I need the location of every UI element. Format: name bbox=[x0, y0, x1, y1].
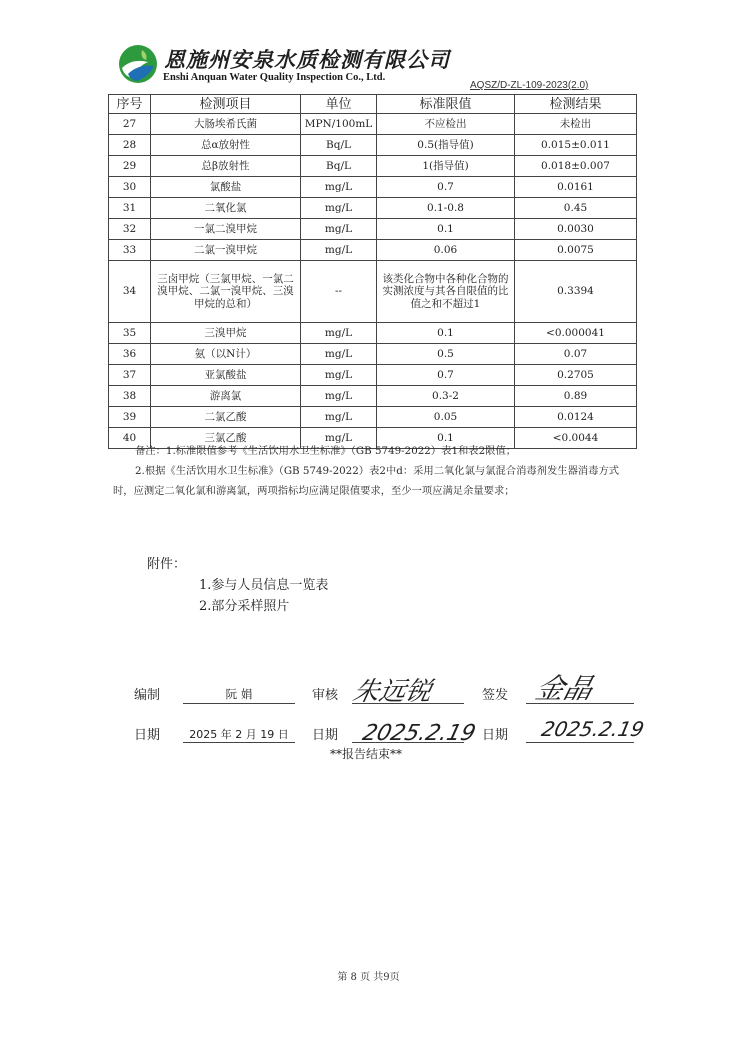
cell-result: 0.0075 bbox=[515, 240, 637, 261]
header-limit: 标准限值 bbox=[377, 95, 515, 114]
cell-item: 二氯一溴甲烷 bbox=[151, 240, 301, 261]
cell-result: 0.0161 bbox=[515, 177, 637, 198]
cell-item: 三氯乙酸 bbox=[151, 428, 301, 449]
table-row bbox=[109, 219, 637, 240]
cell-item: 游离氯 bbox=[151, 386, 301, 407]
cell-limit: 0.06 bbox=[377, 240, 515, 261]
cell-result: <0.000041 bbox=[515, 323, 637, 344]
cell-item: 氨（以N计） bbox=[151, 344, 301, 365]
cell-unit: mg/L bbox=[301, 407, 377, 428]
note-2: 2.根据《生活饮用水卫生标准》（GB 5749-2022）表2中d：采用二氧化氯与氯混合消毒剂发生器消毒方式时，应测定二氧化氯和游离氯，两项指标均应满足限值要求，至少一项应满足余量要求； bbox=[113, 465, 620, 497]
cell-item: 大肠埃希氏菌 bbox=[151, 114, 301, 135]
table-row bbox=[109, 323, 637, 344]
cell-limit: 0.5 bbox=[377, 344, 515, 365]
cell-no: 37 bbox=[109, 365, 151, 386]
cell-no: 36 bbox=[109, 344, 151, 365]
cell-item: 三溴甲烷 bbox=[151, 323, 301, 344]
cell-no: 35 bbox=[109, 323, 151, 344]
table-row bbox=[109, 177, 637, 198]
cell-result: 未检出 bbox=[515, 114, 637, 135]
editor-name: 阮 娟 bbox=[225, 687, 253, 701]
cell-unit: mg/L bbox=[301, 198, 377, 219]
attachments-title: 附件： bbox=[147, 557, 187, 572]
table-row bbox=[109, 198, 637, 219]
company-logo-icon bbox=[118, 44, 158, 84]
table-row bbox=[109, 114, 637, 135]
cell-no: 31 bbox=[109, 198, 151, 219]
cell-no: 34 bbox=[109, 261, 151, 323]
page-number: 第 8 页 共9页 bbox=[337, 972, 400, 983]
cell-result: 0.2705 bbox=[515, 365, 637, 386]
cell-result: 0.0124 bbox=[515, 407, 637, 428]
cell-item: 总α放射性 bbox=[151, 135, 301, 156]
cell-result: 0.015±0.011 bbox=[515, 135, 637, 156]
table-row bbox=[109, 240, 637, 261]
cell-no: 40 bbox=[109, 428, 151, 449]
cell-no: 29 bbox=[109, 156, 151, 177]
table-header-row bbox=[109, 95, 637, 114]
table-row bbox=[109, 156, 637, 177]
approver-label: 签发 bbox=[482, 688, 509, 703]
date-label-reviewer: 日期 bbox=[312, 728, 339, 743]
cell-item: 氯酸盐 bbox=[151, 177, 301, 198]
cell-item: 二氯乙酸 bbox=[151, 407, 301, 428]
svg-text:2025.2.19: 2025.2.19 bbox=[539, 717, 647, 741]
table-row bbox=[109, 135, 637, 156]
table-row bbox=[109, 407, 637, 428]
table-row bbox=[109, 365, 637, 386]
approver-date-handwritten bbox=[539, 710, 647, 744]
approver-line bbox=[526, 703, 634, 704]
cell-limit: 1(指导值) bbox=[377, 156, 515, 177]
header-no: 序号 bbox=[109, 95, 151, 114]
cell-limit: 0.1 bbox=[377, 428, 515, 449]
cell-unit: Bq/L bbox=[301, 156, 377, 177]
table-row bbox=[109, 386, 637, 407]
cell-result: 0.89 bbox=[515, 386, 637, 407]
table-row bbox=[109, 344, 637, 365]
cell-limit: 0.3-2 bbox=[377, 386, 515, 407]
table-row bbox=[109, 261, 637, 323]
cell-no: 27 bbox=[109, 114, 151, 135]
svg-text:朱远锐: 朱远锐 bbox=[350, 677, 435, 707]
date-label-editor: 日期 bbox=[134, 728, 161, 743]
cell-item: 总β放射性 bbox=[151, 156, 301, 177]
header-item: 检测项目 bbox=[151, 95, 301, 114]
document-code: AQSZ/D-ZL-109-2023(2.0) bbox=[470, 80, 589, 91]
cell-result: 0.0030 bbox=[515, 219, 637, 240]
cell-unit: -- bbox=[301, 261, 377, 323]
cell-unit: mg/L bbox=[301, 365, 377, 386]
cell-limit: 0.05 bbox=[377, 407, 515, 428]
cell-result: 0.45 bbox=[515, 198, 637, 219]
svg-text:金晶: 金晶 bbox=[532, 672, 597, 705]
header-result: 检测结果 bbox=[515, 95, 637, 114]
svg-text:2025.2.19: 2025.2.19 bbox=[360, 720, 479, 746]
cell-limit: 0.1-0.8 bbox=[377, 198, 515, 219]
cell-unit: mg/L bbox=[301, 240, 377, 261]
cell-limit: 0.7 bbox=[377, 365, 515, 386]
attachment-item: 2.部分采样照片 bbox=[199, 599, 290, 614]
reviewer-date-line bbox=[352, 742, 464, 743]
cell-limit: 0.7 bbox=[377, 177, 515, 198]
cell-no: 28 bbox=[109, 135, 151, 156]
approver-signature bbox=[528, 666, 636, 706]
company-name-en: Enshi Anquan Water Quality Inspection Co., Ltd. bbox=[163, 72, 386, 83]
cell-item: 一氯二溴甲烷 bbox=[151, 219, 301, 240]
notes bbox=[113, 441, 635, 501]
cell-unit: mg/L bbox=[301, 323, 377, 344]
cell-result: 0.07 bbox=[515, 344, 637, 365]
cell-unit: mg/L bbox=[301, 428, 377, 449]
editor-date: 2025 年 2 月 19 日 bbox=[189, 728, 289, 741]
editor-label: 编制 bbox=[134, 688, 161, 703]
cell-no: 39 bbox=[109, 407, 151, 428]
cell-no: 38 bbox=[109, 386, 151, 407]
cell-result: 0.3394 bbox=[515, 261, 637, 323]
date-label-approver: 日期 bbox=[482, 728, 509, 743]
cell-no: 32 bbox=[109, 219, 151, 240]
cell-unit: mg/L bbox=[301, 177, 377, 198]
note-1: 备注：1.标准限值参考《生活饮用水卫生标准》（GB 5749-2022）表1和表2限值； bbox=[135, 445, 517, 457]
report-end-text: **报告结束** bbox=[330, 747, 403, 761]
cell-unit: mg/L bbox=[301, 386, 377, 407]
cell-unit: MPN/100mL bbox=[301, 114, 377, 135]
cell-unit: Bq/L bbox=[301, 135, 377, 156]
header-unit: 单位 bbox=[301, 95, 377, 114]
cell-unit: mg/L bbox=[301, 219, 377, 240]
company-name-cn: 恩施州安泉水质检测有限公司 bbox=[164, 48, 450, 72]
cell-limit: 0.5(指导值) bbox=[377, 135, 515, 156]
cell-limit: 0.1 bbox=[377, 323, 515, 344]
cell-item: 二氧化氯 bbox=[151, 198, 301, 219]
reviewer-label: 审核 bbox=[312, 688, 339, 703]
cell-limit: 该类化合物中各种化合物的实测浓度与其各自限值的比值之和不超过1 bbox=[377, 261, 515, 323]
cell-limit: 不应检出 bbox=[377, 114, 515, 135]
cell-limit: 0.1 bbox=[377, 219, 515, 240]
cell-result: 0.018±0.007 bbox=[515, 156, 637, 177]
cell-result: <0.0044 bbox=[515, 428, 637, 449]
cell-item: 三卤甲烷（三氯甲烷、一氯二溴甲烷、二氯一溴甲烷、三溴甲烷的总和） bbox=[151, 261, 301, 323]
reviewer-line bbox=[352, 703, 464, 704]
cell-item: 亚氯酸盐 bbox=[151, 365, 301, 386]
results-table bbox=[108, 94, 637, 449]
editor-date-line bbox=[183, 742, 295, 743]
cell-no: 33 bbox=[109, 240, 151, 261]
cell-no: 30 bbox=[109, 177, 151, 198]
editor-line bbox=[183, 703, 295, 704]
cell-unit: mg/L bbox=[301, 344, 377, 365]
attachment-item: 1.参与人员信息一览表 bbox=[199, 578, 329, 593]
approver-date-line bbox=[526, 742, 634, 743]
